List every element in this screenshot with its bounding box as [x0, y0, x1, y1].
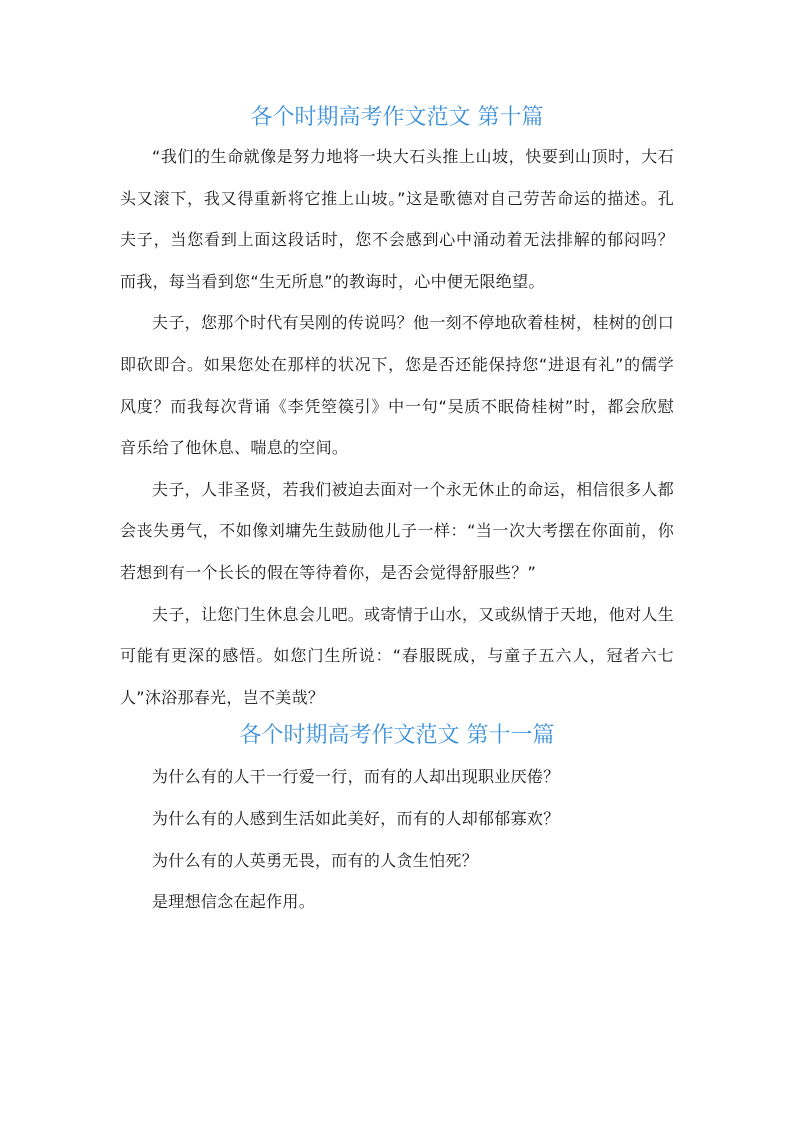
section-title-10: 各个时期高考作文范文 第十篇	[250, 105, 544, 130]
paragraph: 为什么有的人感到生活如此美好，而有的人却郁郁寡欢？	[152, 808, 560, 828]
paragraph: 夫子，您那个时代有吴刚的传说吗？他一刻不停地砍着桂树，桂树的创口即砍即合。如果您处在那样的状况下，您是否还能保持您“进退有礼”的儒学风度？而我每次背诵《李凭箜篌引》中一句“吴质不眠倚桂树”时，都会欣慰音乐给了他休息、喘息的空间。	[120, 313, 674, 458]
paragraph: 为什么有的人英勇无畏，而有的人贪生怕死？	[152, 850, 479, 870]
paragraph: 夫子，让您门生休息会儿吧。或寄情于山水，又或纵情于天地，他对人生可能有更深的感悟。如您门生所说：“春服既成，与童子五六人，冠者六七人”沐浴那春光，岂不美哉？	[120, 604, 674, 707]
section-body-10	[120, 136, 674, 718]
section-title-11: 各个时期高考作文范文 第十一篇	[239, 723, 555, 749]
paragraph: 夫子，人非圣贤，若我们被迫去面对一个永无休止的命运，相信很多人都会丧失勇气，不如像刘墉先生鼓励他儿子一样：“当一次大考摆在你面前，你若想到有一个长长的假在等待着你，是否会觉得舒服些？”	[120, 479, 674, 582]
paragraph: “我们的生命就像是努力地将一块大石头推上山坡，快要到山顶时，大石头又滚下，我又得重新将它推上山坡。”这是歌德对自己劳苦命运的描述。孔夫子，当您看到上面这段话时，您不会感到心中涌动着无法排解的郁闷吗？而我，每当看到您“生无所息”的教诲时，心中便无限绝望。	[120, 147, 674, 291]
document-page	[120, 100, 674, 923]
section-body-11	[120, 756, 674, 922]
paragraph: 为什么有的人干一行爱一行，而有的人却出现职业厌倦？	[152, 767, 560, 787]
paragraph: 是理想信念在起作用。	[152, 892, 316, 912]
